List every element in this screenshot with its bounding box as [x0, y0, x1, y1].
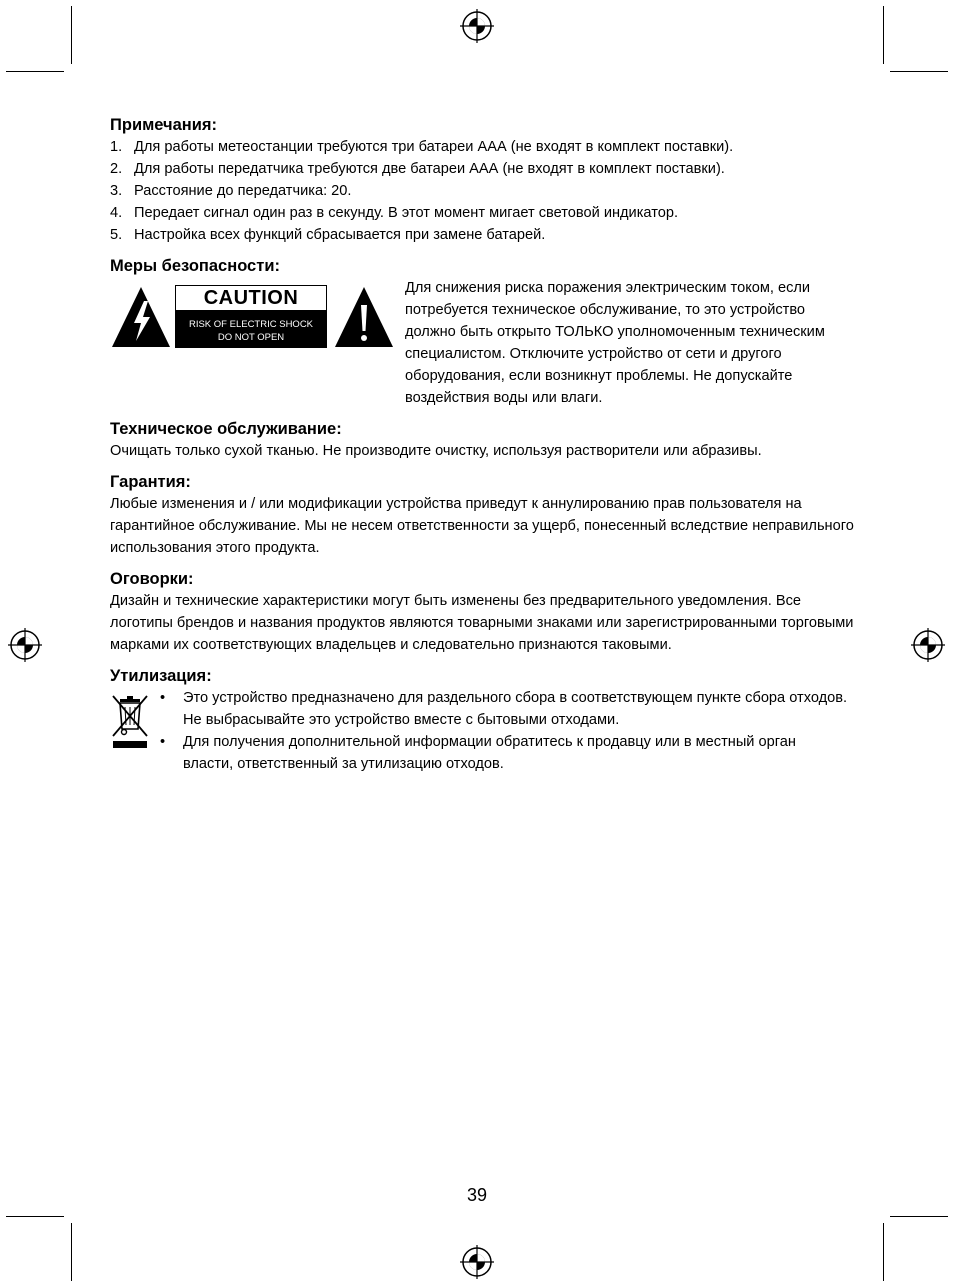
disposal-section	[110, 665, 855, 775]
caution-label	[175, 285, 327, 348]
caution-line: DO NOT OPEN	[217, 332, 285, 343]
notes-heading: Примечания:	[110, 116, 218, 134]
list-item-text: Для получения дополнительной информации обратитесь к продавцу или в местный орган власти, ответственный за утилизацию отходов.	[183, 734, 796, 772]
electric-shock-warning-icon	[110, 285, 172, 349]
disposal-heading: Утилизация:	[110, 667, 212, 685]
list-item	[158, 731, 848, 775]
warranty-section	[110, 471, 855, 559]
crossed-out-wheelie-bin-icon	[110, 687, 158, 775]
bullet: •	[160, 690, 166, 706]
caution-subtitle	[176, 312, 326, 347]
caution-title: CAUTION	[176, 286, 326, 312]
list-item-text: Для работы передатчика требуются две батареи ААА (не входят в комплект поставки).	[134, 161, 725, 177]
list-item-number: 1.	[110, 139, 123, 155]
list-item-text: Настройка всех функций сбрасывается при замене батарей.	[134, 227, 546, 243]
crop-mark	[890, 1216, 948, 1217]
list-item	[110, 136, 855, 158]
crop-mark	[883, 6, 884, 64]
list-item-text: Передает сигнал один раз в секунду. В этот момент мигает световой индикатор.	[134, 205, 679, 221]
crop-mark	[890, 71, 948, 72]
disposal-block	[110, 687, 855, 775]
disclaimer-section	[110, 568, 855, 656]
safety-block	[110, 277, 855, 409]
registration-mark-icon	[8, 628, 42, 662]
list-item-number: 4.	[110, 205, 123, 221]
caution-line: RISK OF ELECTRIC SHOCK	[188, 319, 314, 330]
crop-mark	[6, 1216, 64, 1217]
warranty-text: Любые изменения и / или модификации устройства приведут к аннулированию прав пользователя на гарантийное обслуживание. Мы не несем ответственности за ущерб, понесенный вследствие неправильного использования этого продукта.	[110, 496, 854, 556]
bullet: •	[160, 734, 166, 750]
registration-mark-icon	[460, 1245, 494, 1279]
list-item-text: Расстояние до передатчика: 20.	[134, 183, 352, 199]
general-warning-icon	[333, 285, 395, 349]
maintenance-section	[110, 418, 855, 462]
page-number: 39	[466, 1185, 488, 1205]
disclaimer-heading: Оговорки:	[110, 570, 194, 588]
crop-mark	[71, 6, 72, 64]
list-item-text: Для работы метеостанции требуются три батареи ААА (не входят в комплект поставки).	[134, 139, 734, 155]
safety-symbols	[110, 277, 405, 409]
list-item	[110, 202, 855, 224]
list-item	[110, 224, 855, 246]
list-item-text: Это устройство предназначено для раздельного сбора в соответствующем пункте сбора отходов. Не выбрасывайте это устройство вместе с бытовыми отходами.	[183, 690, 848, 728]
list-item	[158, 687, 848, 731]
list-item	[110, 180, 855, 202]
safety-text: Для снижения риска поражения электрическим током, если потребуется техническое обслуживание, то это устройство должно быть открыто ТОЛЬКО уполномоченным техническим специалистом. Отключите устройство от сети и другого оборудования, если возникнут проблемы. Не допускайте воздействия воды или влаги.	[405, 280, 825, 406]
disclaimer-text: Дизайн и технические характеристики могут быть изменены без предварительного уведомления. Все логотипы брендов и названия продуктов являются товарными знаками или зарегистрированными торговыми марками их соответствующих владельцев и следовательно признаются таковыми.	[110, 593, 854, 653]
crop-mark	[6, 71, 64, 72]
crop-mark	[883, 1223, 884, 1281]
notes-section	[110, 114, 855, 246]
registration-mark-icon	[460, 9, 494, 43]
notes-list	[110, 136, 855, 246]
safety-section	[110, 255, 855, 409]
maintenance-heading: Техническое обслуживание:	[110, 420, 342, 438]
warranty-heading: Гарантия:	[110, 473, 191, 491]
disposal-list	[158, 687, 848, 775]
list-item-number: 3.	[110, 183, 123, 199]
safety-heading: Меры безопасности:	[110, 257, 280, 275]
document-body	[110, 114, 855, 775]
maintenance-text: Очищать только сухой тканью. Не производите очистку, используя растворители или абразивы.	[110, 443, 762, 459]
crop-mark	[71, 1223, 72, 1281]
registration-mark-icon	[911, 628, 945, 662]
list-item-number: 5.	[110, 227, 123, 243]
list-item-number: 2.	[110, 161, 123, 177]
list-item	[110, 158, 855, 180]
